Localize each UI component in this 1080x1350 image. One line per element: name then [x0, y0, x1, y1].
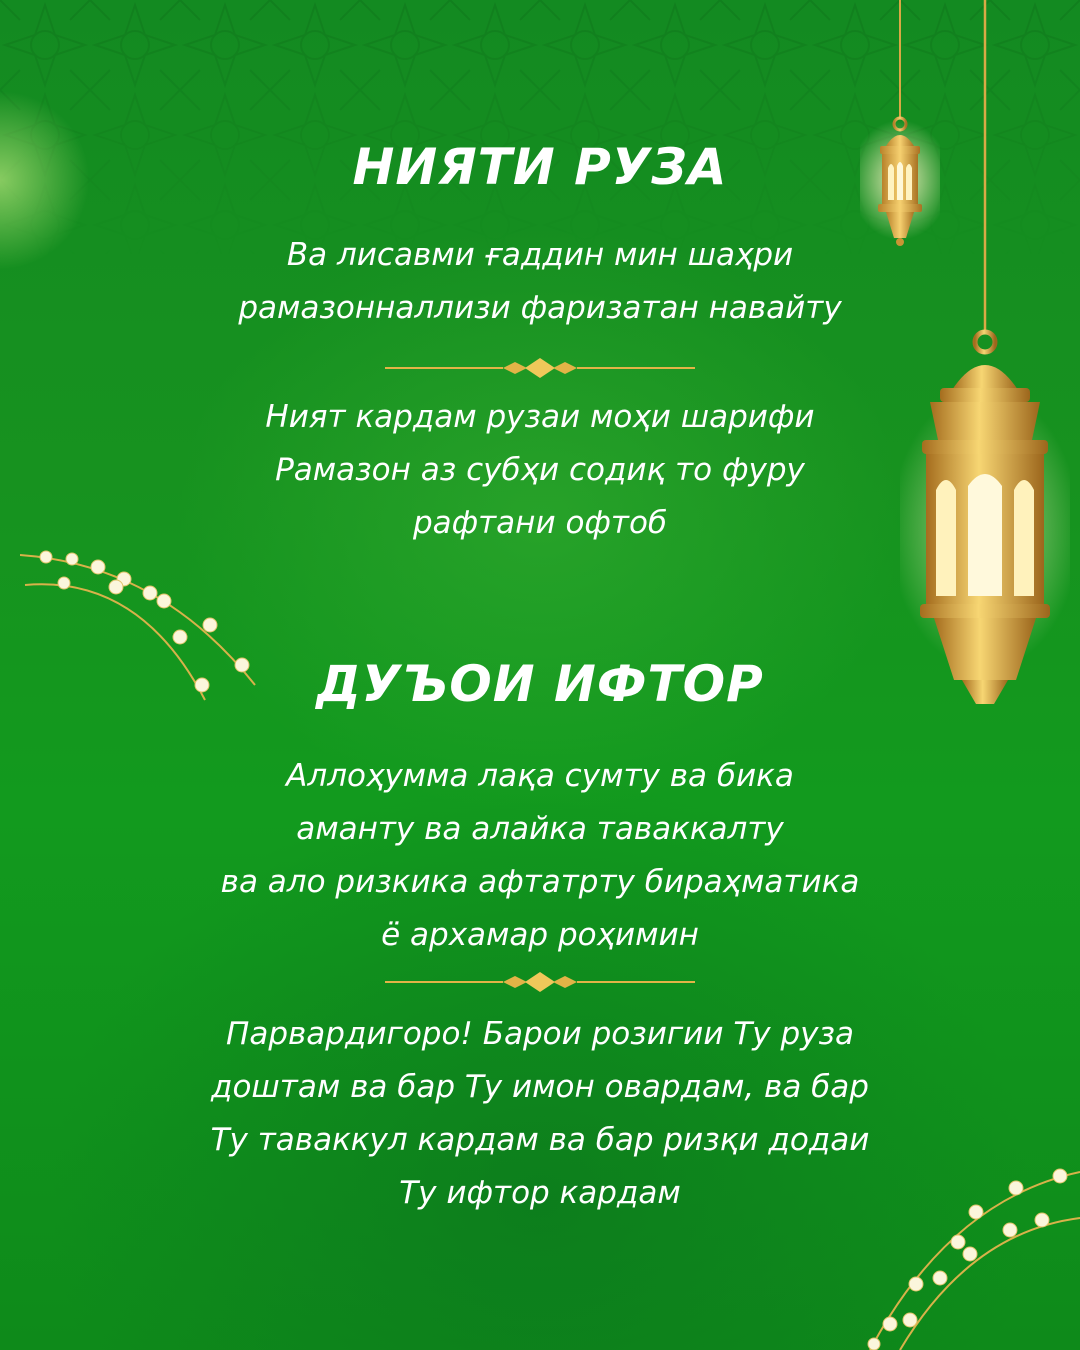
niyati-ruza-translation: Ният кардам рузаи моҳи шарифи Рамазон аз субҳи содиқ то фуру рафтани офтоб: [265, 399, 815, 541]
ornament-divider: [385, 970, 695, 994]
title-niyati-ruza: НИЯТИ РУЗА: [352, 138, 728, 196]
title-duoi-iftor: ДУЪОИ ИФТОР: [316, 655, 764, 713]
niyati-ruza-arabic-text: Ва лисавми ғаддин мин шаҳри рамазонналлизи фаризатан навайту: [238, 237, 842, 326]
large-lantern-icon: [900, 0, 1070, 720]
pearl-branch-decoration: [20, 545, 265, 710]
ornament-divider: [385, 356, 695, 380]
duoi-iftor-translation: Парвардигоро! Барои розигии Ту руза доштам ва бар Ту имон овардам, ва бар Ту таваккул кардам ва бар ризқи додаи Ту ифтор кардам: [210, 1016, 870, 1211]
pearl-branch-decoration: [860, 1160, 1080, 1350]
duoi-iftor-arabic-text: Аллоҳумма лақа сумту ва бика аманту ва алайка таваккалту ва ало ризкика афтатрту бираҳматика ё архамар роҳимин: [220, 758, 860, 953]
